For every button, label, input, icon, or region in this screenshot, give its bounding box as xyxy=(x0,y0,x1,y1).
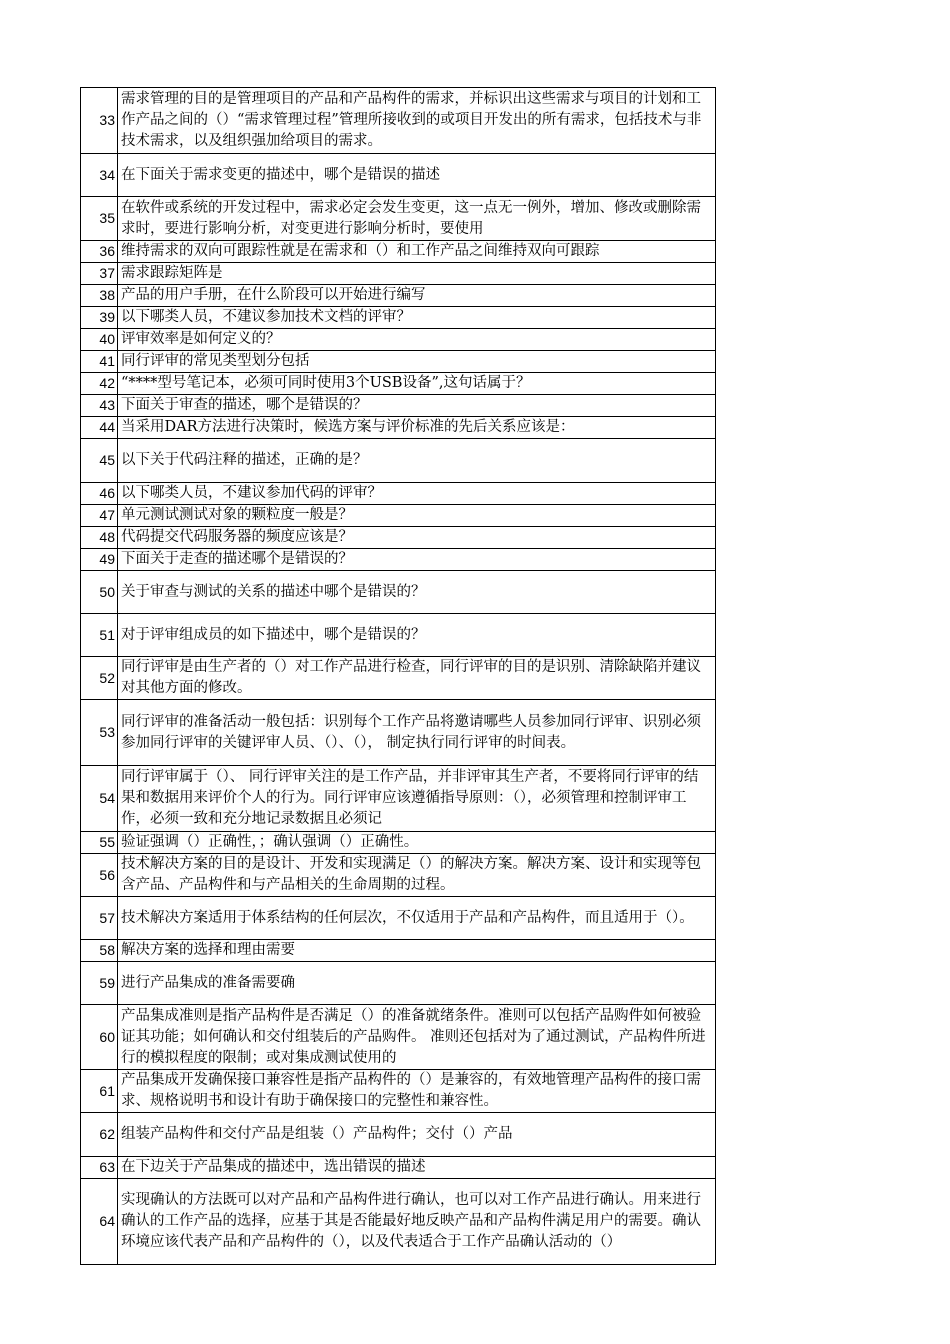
question-number: 61 xyxy=(81,1070,118,1113)
table-row xyxy=(81,395,716,417)
question-text: 在下边关于产品集成的描述中，选出错误的描述 xyxy=(121,1159,426,1175)
table-row xyxy=(81,417,716,439)
table-row xyxy=(81,1179,716,1265)
question-number: 53 xyxy=(81,700,118,766)
question-text: 组装产品构件和交付产品是组装（）产品构件；交付（）产品 xyxy=(121,1126,513,1142)
question-text: 实现确认的方法既可以对产品和产品构件进行确认，也可以对工作产品进行确认。用来进行确认的工作产品的选择，应基于其是否能最好地反映产品和产品构件满足用户的需要。确认环境应该代表产品和产品构件的（），以及代表适合于工作产品确认活动的（） xyxy=(121,1192,701,1250)
question-text: 评审效率是如何定义的？ xyxy=(121,331,281,347)
question-number: 62 xyxy=(81,1113,118,1157)
question-text: 同行评审是由生产者的（）对工作产品进行检查，同行评审的目的是识别、清除缺陷并建议对其他方面的修改。 xyxy=(121,659,701,696)
question-text: 解决方案的选择和理由需要 xyxy=(121,942,295,958)
question-number: 51 xyxy=(81,614,118,657)
question-text: 在软件或系统的开发过程中，需求必定会发生变更，这一点无一例外，增加、修改或删除需求时，要进行影响分析，对变更进行影响分析时，要使用 xyxy=(121,199,701,237)
question-text: 以下哪类人员，不建议参加代码的评审？ xyxy=(121,485,382,501)
question-number: 38 xyxy=(81,285,118,307)
question-text: 以下哪类人员，不建议参加技术文档的评审？ xyxy=(121,309,411,325)
question-text: 同行评审属于（）、 同行评审关注的是工作产品，并非评审其生产者，不要将同行评审的结果和数据用来评价个人的行为。同行评审应该遵循指导原则：（），必须管理和控制评审工作，必须一致和充分地记录数据且必须记 xyxy=(121,769,699,827)
table-row xyxy=(81,263,716,285)
question-number: 59 xyxy=(81,962,118,1005)
question-number: 56 xyxy=(81,854,118,897)
table-row xyxy=(81,657,716,700)
table-row xyxy=(81,373,716,395)
table-row xyxy=(81,1113,716,1157)
question-text: 代码提交代码服务器的频度应该是？ xyxy=(121,529,353,545)
table-row xyxy=(81,832,716,854)
table-row xyxy=(81,940,716,962)
question-number: 33 xyxy=(81,88,118,154)
question-number: 49 xyxy=(81,549,118,571)
question-number: 46 xyxy=(81,483,118,505)
table-row xyxy=(81,439,716,483)
question-number: 54 xyxy=(81,766,118,832)
table-row xyxy=(81,549,716,571)
question-text: 进行产品集成的准备需要确 xyxy=(121,974,295,991)
table-row xyxy=(81,897,716,940)
table-row xyxy=(81,197,716,241)
question-number: 44 xyxy=(81,417,118,439)
question-table xyxy=(80,87,716,1265)
question-number: 36 xyxy=(81,241,118,263)
question-number: 41 xyxy=(81,351,118,373)
question-text: 对于评审组成员的如下描述中，哪个是错误的？ xyxy=(121,626,426,643)
question-text: 关于审查与测试的关系的描述中哪个是错误的？ xyxy=(121,583,426,600)
question-text: 以下关于代码注释的描述，正确的是？ xyxy=(121,452,368,468)
question-number: 55 xyxy=(81,832,118,854)
question-text: 下面关于审查的描述，哪个是错误的？ xyxy=(121,397,368,413)
question-number: 39 xyxy=(81,307,118,329)
table-row xyxy=(81,329,716,351)
question-number: 40 xyxy=(81,329,118,351)
table-row xyxy=(81,1070,716,1113)
table-row xyxy=(81,88,716,154)
question-text: 产品集成准则是指产品构件是否满足（）的准备就绪条件。准则可以包括产品购件如何被验证其功能；如何确认和交付组装后的产品购件。 准则还包括对为了通过测试，产品构件所进行的模拟程度的限制；或对集成测试使用的 xyxy=(121,1007,706,1066)
question-number: 45 xyxy=(81,439,118,483)
table-row xyxy=(81,154,716,197)
table-row xyxy=(81,483,716,505)
question-text: 下面关于走查的描述哪个是错误的？ xyxy=(121,551,353,567)
question-text: 维持需求的双向可跟踪性就是在需求和（）和工作产品之间维持双向可跟踪 xyxy=(121,243,600,259)
question-number: 57 xyxy=(81,897,118,940)
table-row xyxy=(81,766,716,832)
table-row xyxy=(81,700,716,766)
question-text: 同行评审的准备活动一般包括：识别每个工作产品将邀请哪些人员参加同行评审、识别必须参加同行评审的关键评审人员、（）、（）， 制定执行同行评审的时间表。 xyxy=(121,713,701,751)
table-row xyxy=(81,527,716,549)
question-text: 需求管理的目的是管理项目的产品和产品构件的需求，并标识出这些需求与项目的计划和工作产品之间的（）“需求管理过程”管理所接收到的或项目开发出的所有需求，包括技术与非技术需求，以及组织强加给项目的需求。 xyxy=(121,91,702,149)
question-text: 单元测试测试对象的颗粒度一般是？ xyxy=(121,507,353,523)
table-row xyxy=(81,1005,716,1070)
table-row xyxy=(81,571,716,614)
table-row xyxy=(81,285,716,307)
question-text: 技术解决方案的目的是设计、开发和实现满足（）的解决方案。解决方案、设计和实现等包含产品、产品构件和与产品相关的生命周期的过程。 xyxy=(121,856,701,893)
question-number: 35 xyxy=(81,197,118,241)
question-number: 52 xyxy=(81,657,118,700)
question-text: 同行评审的常见类型划分包括 xyxy=(121,353,310,369)
question-text: 需求跟踪矩阵是 xyxy=(121,265,223,281)
question-text: 验证强调（）正确性，；确认强调（）正确性。 xyxy=(121,834,419,850)
table-row xyxy=(81,505,716,527)
question-text: “****型号笔记本，必须可同时使用3个USB设备”,这句话属于？ xyxy=(121,375,531,391)
question-number: 37 xyxy=(81,263,118,285)
question-text: 在下面关于需求变更的描述中，哪个是错误的描述 xyxy=(121,166,440,183)
table-row xyxy=(81,854,716,897)
question-number: 50 xyxy=(81,571,118,614)
table-row xyxy=(81,614,716,657)
question-number: 42 xyxy=(81,373,118,395)
question-number: 64 xyxy=(81,1179,118,1265)
question-text: 产品集成开发确保接口兼容性是指产品构件的（）是兼容的，有效地管理产品构件的接口需求、规格说明书和设计有助于确保接口的完整性和兼容性。 xyxy=(121,1072,701,1109)
question-number: 63 xyxy=(81,1157,118,1179)
question-text: 技术解决方案适用于体系结构的任何层次，不仅适用于产品和产品构件，而且适用于（）。 xyxy=(121,909,694,926)
question-number: 43 xyxy=(81,395,118,417)
table-row xyxy=(81,1157,716,1179)
table-row xyxy=(81,307,716,329)
question-text: 当采用DAR方法进行决策时，候选方案与评价标准的先后关系应该是： xyxy=(121,419,575,435)
question-number: 60 xyxy=(81,1005,118,1070)
question-number: 48 xyxy=(81,527,118,549)
question-number: 34 xyxy=(81,154,118,197)
table-row xyxy=(81,241,716,263)
question-number: 47 xyxy=(81,505,118,527)
question-text: 产品的用户手册，在什么阶段可以开始进行编写 xyxy=(121,287,426,303)
table-row xyxy=(81,962,716,1005)
question-number: 58 xyxy=(81,940,118,962)
table-row xyxy=(81,351,716,373)
